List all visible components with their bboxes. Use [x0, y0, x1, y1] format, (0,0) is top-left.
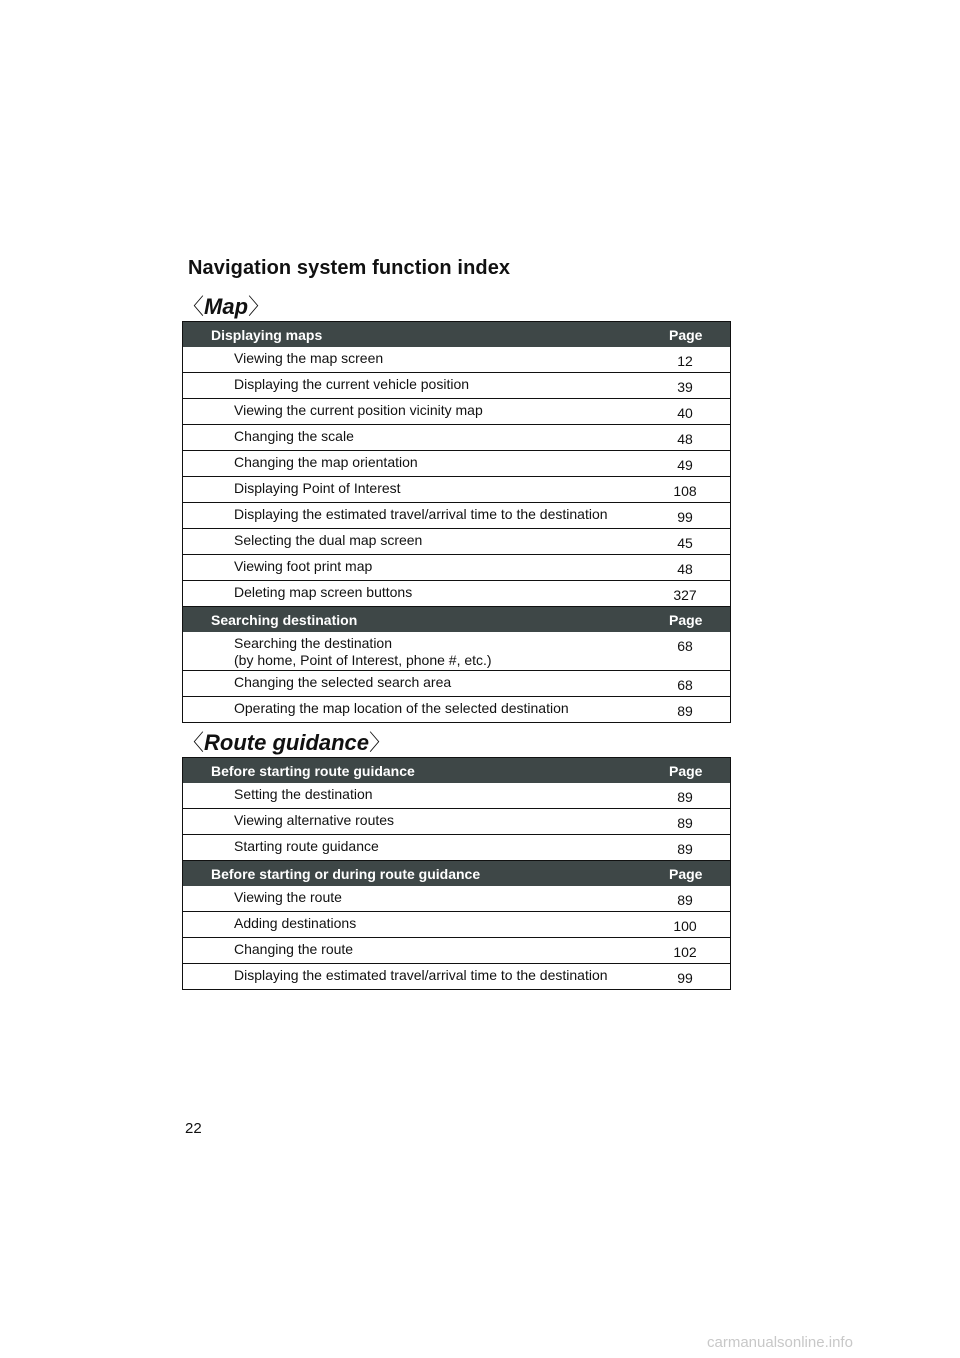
- table-row: Changing the map orientation 49: [183, 450, 730, 476]
- section-heading-route-guidance: 〈Route guidance〉: [182, 730, 392, 755]
- table-row: Setting the destination 89: [234, 786, 693, 805]
- table-row: Viewing the map screen 12: [234, 350, 693, 369]
- table-row: Adding destinations 100: [183, 911, 730, 937]
- table-row: Operating the map location of the selected destination 89: [183, 696, 730, 722]
- table-row: Starting route guidance 89: [183, 834, 730, 860]
- table-row: Deleting map screen buttons 327: [183, 580, 730, 606]
- table-row: Searching the destination (by home, Point of Interest, phone #, etc.) 68: [234, 635, 693, 668]
- table-row: Changing the scale 48: [183, 424, 730, 450]
- section-heading-map: 〈Map〉: [182, 294, 271, 319]
- table-row: Displaying the estimated travel/arrival time to the destination 99: [183, 502, 730, 528]
- table-row: Viewing the current position vicinity map 40: [183, 398, 730, 424]
- table-row: Displaying Point of Interest 108: [183, 476, 730, 502]
- table-row: Viewing alternative routes 89: [183, 808, 730, 834]
- route-guidance-function-table: [182, 757, 731, 990]
- group-header-searching-destination: Searching destination Page: [183, 606, 730, 632]
- table-row: Changing the route 102: [183, 937, 730, 963]
- map-function-table: [182, 321, 731, 723]
- table-row: Viewing foot print map 48: [183, 554, 730, 580]
- group-header-before-starting-route-guidance: Before starting route guidance Page: [183, 758, 730, 783]
- table-row: Displaying the estimated travel/arrival time to the destination 99: [183, 963, 730, 989]
- page-title: Navigation system function index: [188, 257, 511, 279]
- table-row: Displaying the current vehicle position 39: [183, 372, 730, 398]
- group-header-before-or-during-route-guidance: Before starting or during route guidance Page: [183, 860, 730, 886]
- watermark: carmanualsonline.info: [707, 1334, 853, 1351]
- table-row: Viewing the route 89: [234, 889, 693, 908]
- table-row: Selecting the dual map screen 45: [183, 528, 730, 554]
- group-header-displaying-maps: Displaying maps Page: [183, 322, 730, 347]
- page-number: 22: [185, 1120, 202, 1137]
- table-row: Changing the selected search area 68: [183, 670, 730, 696]
